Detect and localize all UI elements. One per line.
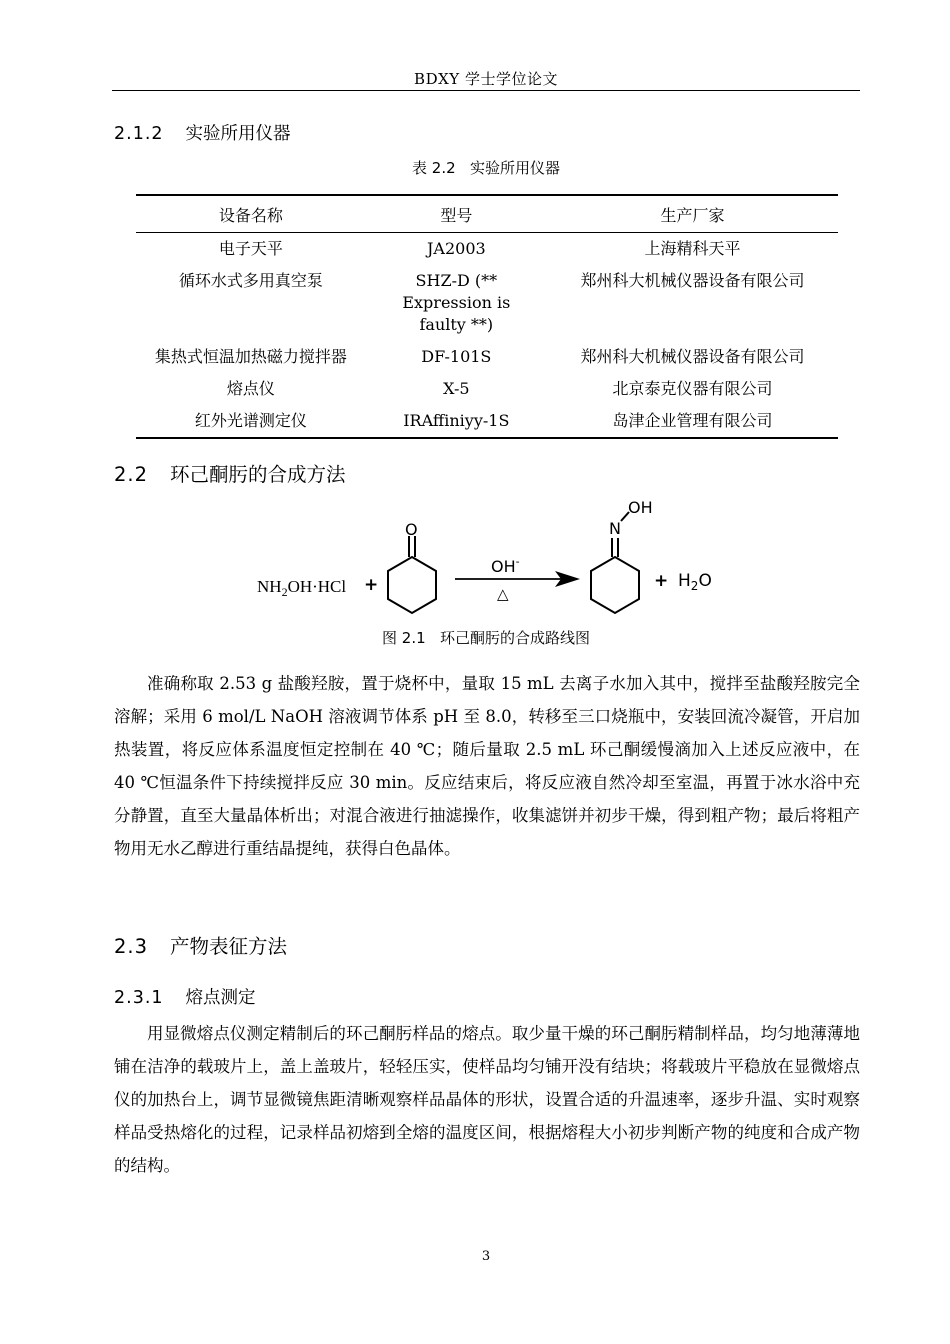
- section-heading-2-3-1: [114, 984, 256, 1009]
- table-row: [136, 373, 838, 405]
- table-cell: X-5: [443, 379, 470, 398]
- section-number: 2.2: [114, 463, 149, 486]
- section-heading-2-1-2: [114, 120, 291, 145]
- plus-sign: +: [364, 575, 379, 595]
- section-heading-2-3: [114, 931, 287, 959]
- table-row: [136, 265, 838, 341]
- table-cell: 集热式恒温加热磁力搅拌器: [154, 347, 347, 366]
- table-cell: IRAffiniyy-1S: [403, 411, 510, 430]
- condition-heat: △: [497, 585, 509, 603]
- header-rule: [112, 90, 860, 91]
- cyclohexanone-structure: [388, 536, 436, 613]
- table-cell: DF-101S: [421, 347, 492, 366]
- table-row: [136, 341, 838, 373]
- figure-caption-title: 环己酮肟的合成路线图: [439, 629, 590, 647]
- table-cell: SHZ-D (** Expression is faulty **): [402, 271, 511, 334]
- table-row: [136, 405, 838, 438]
- section-number: 2.3: [114, 935, 149, 958]
- table-cell: 红外光谱测定仪: [194, 411, 307, 430]
- paragraph-text: 准确称取 2.53 g 盐酸羟胺，置于烧杯中，量取 15 mL 去离子水加入其中，搅拌至盐酸羟胺完全溶解；采用 6 mol/L NaOH 溶液调节体系 pH 至 8.0，转移至三口烧瓶中，安装回流冷凝管，开启加热装置，将反应体系温度恒定控制在 40 ℃；随后量取 2.5 mL 环己酮缓慢滴加入上述反应液中，在 40 ℃恒温条件下持续搅拌反应 30 min。反应结束后，将反应液自然冷却至室温，再置于冰水浴中充分静置，直至大量晶体析出；对混合液进行抽滤操作，收集滤饼并初步干燥，得到粗产物；最后将粗产物用无水乙醇进行重结晶提纯，获得白色晶体。: [114, 674, 860, 858]
- column-header: 型号: [440, 205, 473, 225]
- oxime-hydroxyl-label: OH: [628, 498, 653, 517]
- synthesis-scheme: [250, 492, 730, 617]
- table-cell: 上海精科天平: [644, 239, 741, 258]
- figure-caption: [112, 627, 860, 648]
- condition-base: OH-: [491, 555, 520, 576]
- column-header: 设备名称: [218, 205, 283, 225]
- plus-sign: +: [654, 571, 669, 591]
- section-number: 2.3.1: [114, 988, 164, 1008]
- section-title: 环己酮肟的合成方法: [170, 463, 346, 486]
- table-cell: 郑州科大机械仪器设备有限公司: [580, 271, 805, 290]
- page-header: BDXY 学士学位论文: [414, 70, 558, 88]
- paragraph-melting-point: [114, 1017, 860, 1182]
- section-number: 2.1.2: [114, 124, 164, 144]
- reaction-arrow: [455, 571, 580, 587]
- instrument-table: [136, 194, 838, 439]
- table-cell: JA2003: [426, 239, 486, 258]
- table-row: [136, 233, 838, 266]
- ketone-oxygen-label: O: [405, 520, 418, 539]
- section-title: 实验所用仪器: [185, 124, 291, 144]
- table-caption: [112, 157, 860, 178]
- section-heading-2-2: [114, 459, 346, 487]
- table-caption-label: 表 2.2: [412, 159, 456, 177]
- table-cell: 岛津企业管理有限公司: [612, 411, 773, 430]
- table-caption-title: 实验所用仪器: [469, 159, 560, 177]
- table-cell: 郑州科大机械仪器设备有限公司: [580, 347, 805, 366]
- oxime-nitrogen-label: N: [609, 519, 621, 538]
- section-title: 产物表征方法: [170, 935, 288, 958]
- paragraph-text: 用显微熔点仪测定精制后的环己酮肟样品的熔点。取少量干燥的环己酮肟精制样品，均匀地薄薄地铺在洁净的载玻片上，盖上盖玻片，轻轻压实，使样品均匀铺开没有结块；将载玻片平稳放在显微熔点仪的加热台上，调节显微镜焦距清晰观察样品晶体的形状，设置合适的升温速率，逐步升温、实时观察样品受热熔化的过程，记录样品初熔到全熔的温度区间，根据熔程大小初步判断产物的纯度和合成产物的结构。: [114, 1024, 860, 1175]
- paragraph-synthesis: [114, 667, 860, 865]
- water-formula: $H_2O$: [678, 571, 712, 593]
- table-cell: 熔点仪: [226, 379, 275, 398]
- reagent-hydroxylamine-hcl: $NH_2OH\cdot HCl$: [257, 577, 347, 599]
- table-header-row: [136, 195, 838, 233]
- table-cell: 电子天平: [218, 239, 283, 258]
- table-cell: 北京泰克仪器有限公司: [612, 379, 773, 398]
- column-header: 生产厂家: [660, 205, 725, 225]
- table-cell: 循环水式多用真空泵: [178, 271, 323, 290]
- section-title: 熔点测定: [185, 988, 256, 1008]
- figure-caption-label: 图 2.1: [382, 629, 426, 647]
- page-number: 3: [481, 1249, 491, 1264]
